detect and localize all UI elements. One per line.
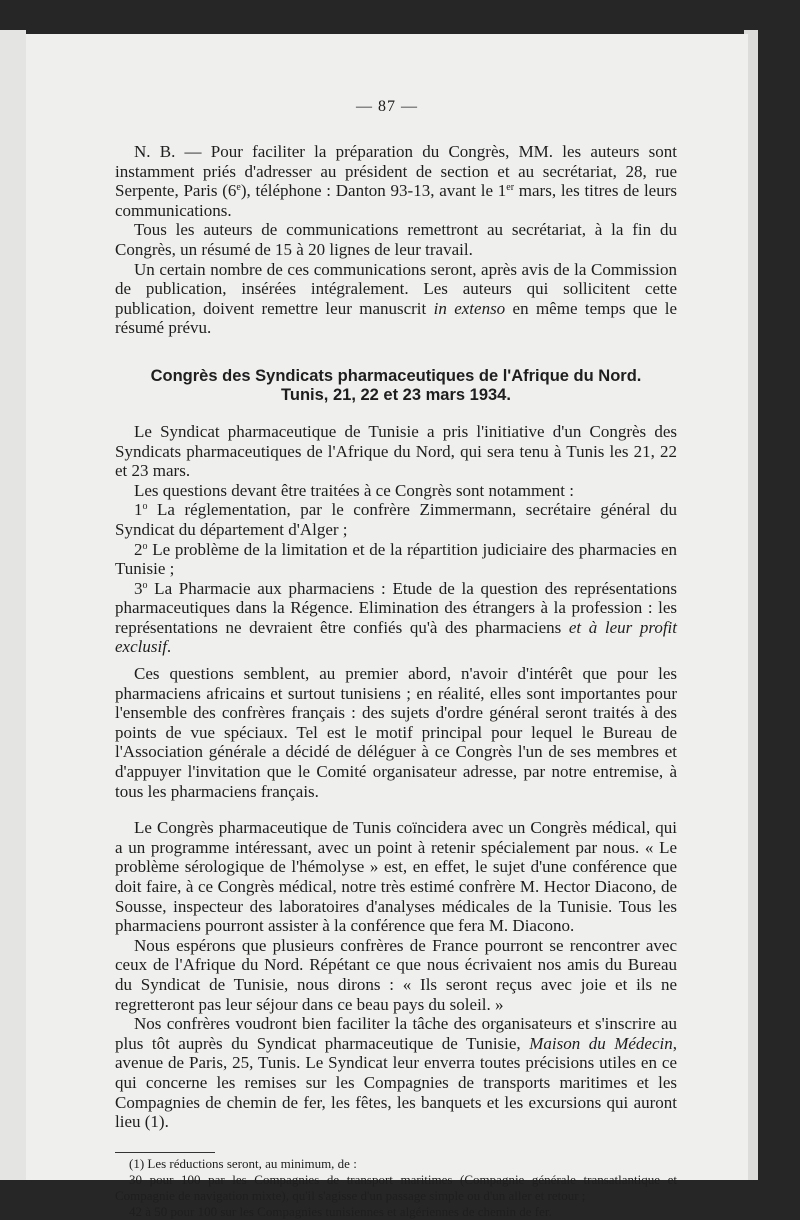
footnote-2: 30 pour 100 par les Compagnies de transport maritimes (Compagnie générale transatlantique et Compagnie de navigation mixte), qu'il s'agisse d'un passage simple ou d'un aller et retour ; <box>115 1171 677 1203</box>
item-3-number: 3 <box>134 578 143 598</box>
item-3-text: La Pharmacie aux pharmaciens : Etude de la question des représentations pharmaceutiques dans la Régence. Elimination des étrangers à la profession : les représentations ne devraient être confiés qu'à des pharmaciens <box>115 578 677 637</box>
p9-text-a: Nos confrères voudront bien faciliter la tâche des organisateurs et s'inscrire au plus tôt auprès du Syndicat pharmaceutique de Tunisie, <box>115 1014 677 1053</box>
body-item-2 <box>115 540 677 579</box>
left-page-edge <box>0 30 26 1180</box>
nb-paragraph-2: Tous les auteurs de communications remettront au secrétariat, à la fin du Congrès, un résumé de 15 à 20 lignes de leur travail. <box>115 220 677 259</box>
p9-text-b: , avenue de Paris, 25, Tunis. Le Syndicat leur enverra toutes précisions utiles en ce qui concerne les remises sur les Compagnies de transports maritimes et les Compagnies de chemin de fer, les fêtes, les banquets et les excursions qui auront lieu (1). <box>115 1033 677 1132</box>
item-3-end: . <box>166 637 172 657</box>
body-paragraph-9 <box>115 1014 677 1132</box>
body-item-3 <box>115 579 677 657</box>
item-2-ordinal: o <box>142 540 148 552</box>
section-heading <box>115 367 677 405</box>
item-3-italic: et à leur profit exclusif <box>115 617 677 657</box>
item-2-text: Le problème de la limitation et de la répartition judiciaire des pharmacies en Tunisie ; <box>115 539 677 579</box>
p9-italic-maison: Maison du Médecin <box>529 1033 673 1053</box>
item-1-number: 1 <box>134 500 143 520</box>
body-paragraph-1: Le Syndicat pharmaceutique de Tunisie a pris l'initiative d'un Congrès des Syndicats pharmaceutiques de l'Afrique du Nord, qui sera tenu à Tunis les 21, 22 et 23 mars. <box>115 421 677 481</box>
body-paragraph-7: Le Congrès pharmaceutique de Tunis coïncidera avec un Congrès médical, qui a un programme intéressant, avec un point à retenir spécialement par nous. « Le problème sérologique de l'hémolyse » est, en effet, le sujet d'une conférence que doit faire, à ce Congrès médical, notre très estimé confrère M. Hector Diacono, de Sousse, inspecteur des laboratoires d'analyses médicales de la Tunisie. Tous les pharmaciens pourront assister à la conférence que fera M. Diacono. <box>115 818 677 936</box>
footnote-3: 42 à 50 pour 100 sur les Compagnies tunisiennes et algériennes de chemin de fer. <box>129 1203 552 1219</box>
body-paragraph-8: Nous espérons que plusieurs confrères de France pourront se rencontrer avec ceux de l'Afrique du Nord. Répétant ce que nous écrivaient nos amis du Bureau du Syndicat de Tunisie, nous dirons : « Ils seront reçus avec joie et ils ne regretteront pas leur séjour dans ce beau pays du soleil. » <box>115 935 677 1014</box>
footnote-divider <box>115 1152 215 1153</box>
nb-superscript-e: e <box>236 182 241 194</box>
body-item-1 <box>115 500 677 539</box>
heading-line-2: Tunis, 21, 22 et 23 mars 1934. <box>281 385 511 404</box>
nb-paragraph-3 <box>115 260 677 338</box>
body-paragraph-2: Les questions devant être traitées à ce Congrès sont notamment : <box>134 480 574 500</box>
nb-text-c: mars, les titres de leurs communications. <box>115 181 678 220</box>
item-1-text: La réglementation, par le confrère Zimmermann, secrétaire général du Syndicat du département d'Alger ; <box>115 500 677 539</box>
page-number: — 87 — <box>356 98 418 115</box>
item-3-ordinal: o <box>142 579 148 591</box>
body-paragraph-6: Ces questions semblent, au premier abord, n'avoir d'intérêt que pour les pharmaciens africains et surtout tunisiens ; en réalité, elles sont importantes pour l'ensemble des confrères français : des sujets d'ordre général seront traités à des points de vue spéciaux. Tel est le motif principal pour lequel le Bureau de l'Association générale a décidé de déléguer à ce Congrès l'un de ses membres et d'appuyer l'invitation que le Comité organisateur adresse, par notre entremise, à tous les pharmaciens français. <box>115 664 677 801</box>
footnotes <box>115 1156 677 1220</box>
nb-text-d: Un certain nombre de ces communications seront, après avis de la Commission de publication, insérées intégralement. Les auteurs qui sollicitent cette publication, doivent remettre leur manuscrit <box>115 259 677 318</box>
item-1-ordinal: o <box>142 501 148 513</box>
footnote-1: (1) Les réductions seront, au minimum, de : <box>129 1155 357 1171</box>
page-content <box>115 142 677 1220</box>
item-2-number: 2 <box>134 539 143 559</box>
nb-italic-in-extenso: in extenso <box>433 298 506 318</box>
nb-paragraph-1 <box>115 142 677 220</box>
heading-line-1: Congrès des Syndicats pharmaceutiques de l'Afrique du Nord. <box>150 366 642 385</box>
nb-text-e: en même temps que le résumé prévu. <box>115 298 677 338</box>
document-page <box>26 34 748 1219</box>
nb-text-a: N. B. — Pour faciliter la préparation du Congrès, MM. les auteurs sont instamment priés d'adresser au président de section et au secrétariat, 28, rue Serpente, Paris (6 <box>115 142 677 201</box>
nb-text-b: ), téléphone : Danton 93-13, avant le 1 <box>240 181 507 201</box>
nb-superscript-er: er <box>506 182 515 194</box>
